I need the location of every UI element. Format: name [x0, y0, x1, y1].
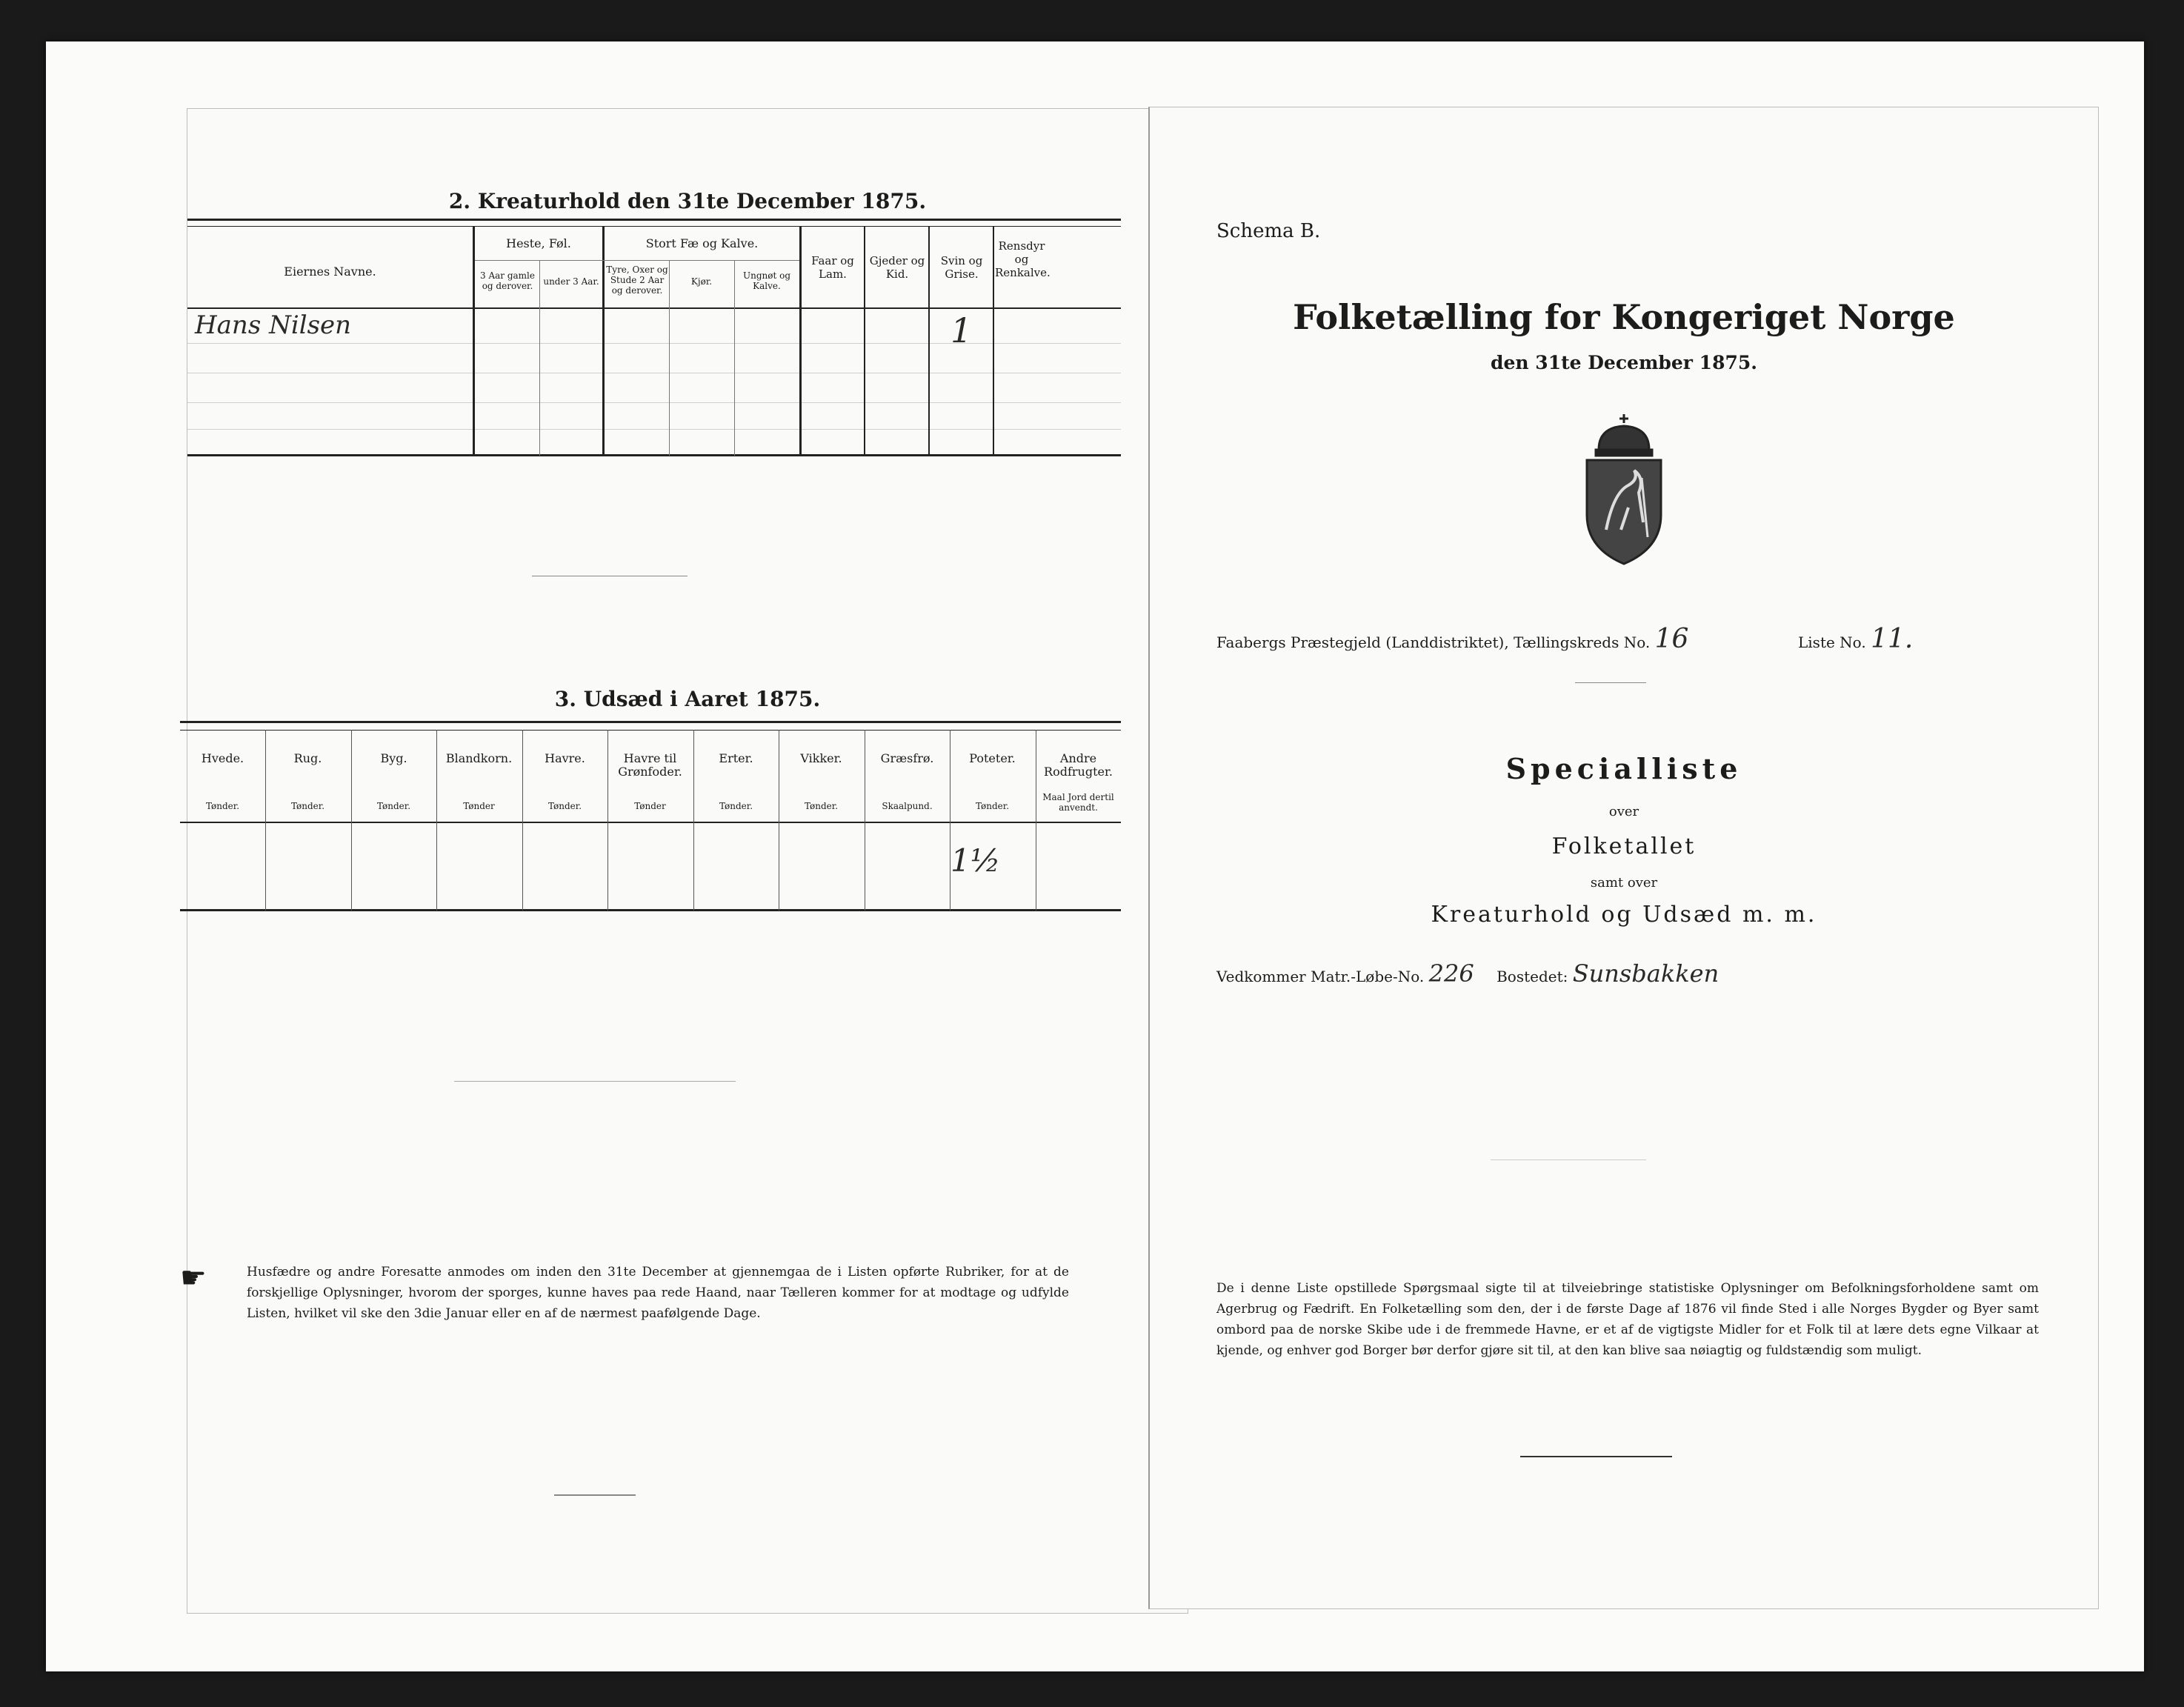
col-reindeer-header: Rensdyr og Renkalve.	[995, 239, 1051, 279]
table3-col-unit: Tønder.	[547, 801, 582, 811]
table3-top-rule	[180, 721, 1121, 723]
section3-title: 3. Udsæd i Aaret 1875.	[554, 687, 821, 711]
bosted-handwritten: Sunsbakken	[1572, 959, 1719, 988]
main-title: Folketælling for Kongeriget Norge	[1293, 297, 1955, 337]
table3-col-header: Græsfrø.	[880, 751, 934, 765]
coat-of-arms-icon	[1577, 411, 1671, 567]
table3-col-unit: Tønder.	[719, 801, 753, 811]
table3-col-header: Andre Rodfrugter.	[1044, 751, 1113, 779]
table3-col-header: Byg.	[380, 751, 407, 765]
left-page: 2. Kreaturhold den 31te December 1875. Eiernes Navne. Heste, Føl. 3 Aar gamle og derover. under 3 Aar. Stort Fæ og Kalve. Tyre, Oxer og Stude 2 Aar og derover. Kjør. Ungnøt og Kalve. Faar og Lam. Gjeder og Kid. Svin og Grise. Rensdyr og Renkalve. Hans Nilsen 1 3. Udsæd i Aaret 1875. Hvede. Tønder. Rug. Tønder. Byg. Tønder. Blandkorn. Tønder Havre. Tønder. Havre til Grønfoder. Tønder Erter. Tønder. Vikker. Tønder. Græsfrø. Skaalpund. Poteter. Tønder. Andre Rodfrugter. Maal Jord dertil anvendt. 1½ ☛ Husfædre og andre Foresatte anmodes om inden den 31te December at gjennemgaa de i Listen opførte Rubriker, for at de forskjellige Oplysninger, hvorom der sporges, kunne haves paa rede Haand, naar Tælleren kommer for at modtage og udfylde Listen, hvilket vil ske den 3die Januar eller en af de nærmest paafølgende Dage.	[187, 108, 1188, 1614]
subtitle: den 31te December 1875.	[1491, 352, 1757, 373]
specialliste-heading: Specialliste	[1505, 752, 1742, 785]
col-goats-header: Gjeder og Kid.	[869, 254, 925, 281]
table3-col-header: Hvede.	[201, 751, 244, 765]
right-page: Schema B. Folketælling for Kongeriget Norge den 31te December 1875. Faabergs Præstegjeld (Landdistriktet), Tællingskreds No. 16 Liste No. 11. Specialliste over Folketallet samt over Kreaturhold og Udsæd m. m. Vedkommer Matr.-Løbe-No. 226 Bostedet: Sunsbakken De i denne Liste opstillede Spørgsmaal sigte til at tilveiebringe statistiske Oplysninger om Befolkningsforholdene samt om Agerbrug og Fædrift. En Folketælling som den, der i de første Dage af 1876 vil finde Sted i alle Norges Bygder og Byer samt ombord paa de norske Skibe ude i de fremmede Havne, er et af de vigtigste Midler for et Folk til at lære dets egne Vilkaar at kjende, og enhver god Borger bør derfor gjøre sit til, at den kan blive saa nøiagtig og fuldstændig som muligt.	[1148, 107, 2099, 1609]
scanned-sheet	[46, 41, 2144, 1671]
table3-col-header: Blandkorn.	[445, 751, 513, 765]
col-horses-header: Heste, Føl.	[506, 236, 571, 250]
table3-col-unit: Maal Jord dertil anvendt.	[1042, 792, 1114, 813]
table3-col-header: Poteter.	[969, 751, 1016, 765]
row1-pigs-handwritten: 1	[950, 310, 973, 350]
table3-col-unit: Skaalpund.	[882, 801, 933, 811]
kreaturhold-heading: Kreaturhold og Udsæd m. m.	[1431, 902, 1817, 928]
schema-label: Schema B.	[1216, 220, 1321, 242]
section2-title: 2. Kreaturhold den 31te December 1875.	[448, 189, 927, 213]
table3-col-unit: Tønder.	[376, 801, 411, 811]
pointing-hand-icon: ☛	[180, 1261, 207, 1295]
table3-col-header: Havre.	[545, 751, 585, 765]
explanation-text: De i denne Liste opstillede Spørgsmaal sigte til at tilveiebringe statistiske Oplysninger om Befolkningsforholdene samt om Agerbrug og Fædrift. En Folketælling som den, der i de første Dage af 1876 vil finde Sted i alle Norges Bygder og Byer samt ombord paa de norske Skibe ude i de fremmede Havne, er et af de vigtigste Midler for et Folk til at lære dets egne Vilkaar at kjende, og enhver god Borger bør derfor gjøre sit til, at den kan blive saa nøiagtig og fuldstændig som muligt.	[1216, 1281, 2039, 1358]
table3-col-unit: Tønder	[634, 801, 666, 811]
matr-no-handwritten: 226	[1428, 959, 1474, 988]
table3-col-unit: Tønder.	[804, 801, 839, 811]
matr-line: Vedkommer Matr.-Løbe-No. 226 Bostedet: Sunsbakken	[1216, 959, 1719, 988]
table3-col-header: Vikker.	[800, 751, 842, 765]
liste-line: Liste No. 11.	[1798, 624, 1914, 654]
table3-col-unit: Tønder.	[290, 801, 325, 811]
district-no-handwritten: 16	[1654, 624, 1689, 654]
col-pigs-header: Svin og Grise.	[940, 254, 983, 281]
table3-col-header: Rug.	[293, 751, 322, 765]
table3-col-header: Havre til Grønfoder.	[618, 751, 682, 779]
table3-col-unit: Tønder	[463, 801, 495, 811]
table3-columns	[180, 730, 1121, 911]
col-owner-header: Eiernes Navne.	[284, 264, 376, 279]
table3-col-unit: Tønder.	[205, 801, 240, 811]
notice-text: Husfædre og andre Foresatte anmodes om inden den 31te December at gjennemgaa de i Listen opførte Rubriker, for at de forskjellige Oplysninger, hvorom der sporges, kunne haves paa rede Haand, naar Tælleren kommer for at modtage og udfylde Listen, hvilket vil ske den 3die Januar eller en af de nærmest paafølgende Dage.	[247, 1265, 1069, 1321]
table3-col-unit: Tønder.	[975, 801, 1010, 811]
row1-owner-handwritten: Hans Nilsen	[195, 310, 352, 340]
liste-no-handwritten: 11.	[1871, 624, 1914, 654]
col-sheep-header: Faar og Lam.	[811, 254, 854, 281]
table2-bottom-rule	[187, 454, 1121, 456]
row1-poteter-handwritten: 1½	[950, 842, 1001, 879]
table3-col-header: Erter.	[719, 751, 753, 765]
district-line: Faabergs Præstegjeld (Landdistriktet), Tællingskreds No. 16	[1216, 624, 1689, 654]
table2-top-rule	[187, 219, 1121, 221]
folketallet-heading: Folketallet	[1551, 833, 1697, 859]
col-cattle-header: Stort Fæ og Kalve.	[645, 236, 759, 250]
